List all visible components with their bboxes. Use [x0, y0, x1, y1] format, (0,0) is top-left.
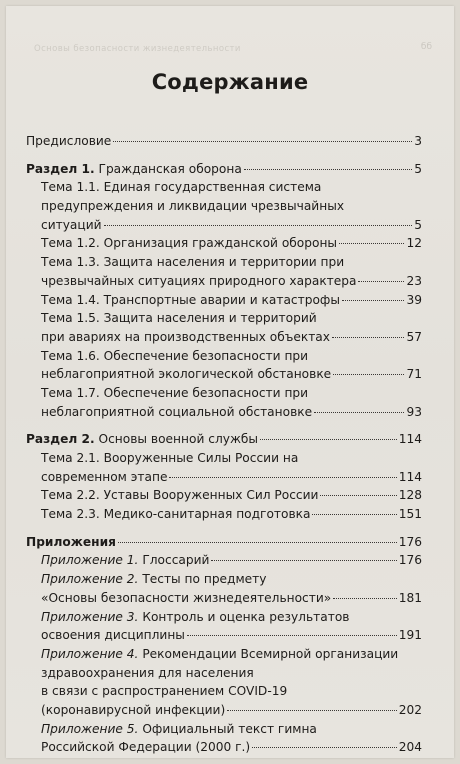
- toc-line: [26, 132, 422, 151]
- dot-leader: [332, 337, 405, 338]
- toc-entry-text: «Основы безопасности жизнедеятельности»: [41, 590, 332, 605]
- table-of-contents: [26, 132, 422, 757]
- toc-line: [26, 551, 422, 570]
- dot-leader: [252, 747, 397, 748]
- toc-entry[interactable]: [26, 178, 422, 234]
- page-number: 151: [398, 507, 422, 522]
- toc-line: [26, 365, 422, 384]
- toc-entry[interactable]: [26, 551, 422, 570]
- dot-leader: [169, 477, 396, 478]
- toc-entry[interactable]: [26, 505, 422, 524]
- toc-entry-text: Тема 2.2. Уставы Вооруженных Сил России: [41, 488, 319, 503]
- toc-entry-text: Тема 1.1. Единая государственная система: [41, 180, 322, 195]
- toc-line: [26, 430, 422, 449]
- toc-entry-text: Тема 1.4. Транспортные аварии и катастрофы: [41, 292, 340, 307]
- toc-entry-text: неблагоприятной экологической обстановке: [41, 367, 332, 382]
- dot-leader: [211, 560, 396, 561]
- toc-line: [26, 403, 422, 422]
- page-number: 202: [398, 702, 422, 717]
- toc-entry-text: здравоохранения для населения: [41, 665, 254, 680]
- section-gap: [26, 151, 422, 160]
- page-number: 93: [406, 404, 422, 419]
- toc-line: [26, 468, 422, 487]
- toc-entry-text: Тема 1.3. Защита населения и территории при: [41, 255, 345, 270]
- show-through-header: Основы безопасности жизнедеятельности: [34, 44, 241, 54]
- toc-entry-text: Тема 2.1. Вооруженные Силы России на: [41, 451, 299, 465]
- toc-entry-text: современном этапе: [41, 469, 168, 484]
- toc-line: [26, 253, 422, 272]
- toc-entry-text: Тема 1.5. Защита населения и территорий: [41, 311, 317, 326]
- toc-entry-text: (коронавирусной инфекции): [41, 702, 226, 717]
- page-number: 204: [398, 740, 422, 755]
- toc-line: [26, 570, 422, 589]
- toc-entry-text: чрезвычайных ситуациях природного характера: [41, 273, 357, 288]
- dot-leader: [333, 374, 404, 375]
- dot-leader: [314, 412, 404, 413]
- page-number: 5: [414, 217, 422, 232]
- toc-entry[interactable]: [26, 309, 422, 346]
- toc-entry[interactable]: [26, 253, 422, 290]
- toc-entry-text: неблагоприятной социальной обстановке: [41, 404, 313, 419]
- toc-entry[interactable]: [26, 449, 422, 486]
- page-number: 23: [406, 273, 422, 288]
- toc-line: [26, 449, 422, 468]
- appendix-label: Приложение 3.: [41, 609, 139, 624]
- toc-line: [26, 645, 422, 664]
- toc-line: [26, 272, 422, 291]
- page-number: 176: [398, 553, 422, 568]
- toc-entry-text: Тема 1.6. Обеспечение безопасности при: [41, 348, 309, 363]
- toc-line: [26, 291, 422, 310]
- dot-leader: [342, 300, 405, 301]
- toc-line: [26, 533, 422, 552]
- dot-leader: [113, 141, 412, 142]
- page-number: 114: [398, 432, 422, 447]
- section-label: Приложения: [26, 534, 116, 549]
- dot-leader: [312, 514, 396, 515]
- toc-entry-text: освоения дисциплины: [41, 628, 185, 643]
- toc-entry-text: Раздел 1. Гражданская оборона: [26, 161, 242, 176]
- appendix-label: Приложение 2.: [41, 572, 139, 587]
- toc-entry[interactable]: [26, 570, 422, 607]
- section-gap: [26, 524, 422, 533]
- toc-entry-text: Раздел 2. Основы военной службы: [26, 432, 259, 447]
- dot-leader: [358, 281, 404, 282]
- dot-leader: [118, 542, 397, 543]
- toc-entry[interactable]: [26, 291, 422, 310]
- dot-leader: [333, 598, 396, 599]
- toc-line: [26, 328, 422, 347]
- toc-entry-text: Российской Федерации (2000 г.): [41, 740, 251, 755]
- toc-entry-text: предупреждения и ликвидации чрезвычайных: [41, 199, 345, 214]
- section-gap: [26, 421, 422, 430]
- toc-line: [26, 720, 422, 739]
- dot-leader: [320, 495, 396, 496]
- toc-entry[interactable]: [26, 486, 422, 505]
- toc-entry[interactable]: [26, 347, 422, 384]
- toc-line: [26, 626, 422, 645]
- toc-entry[interactable]: [26, 645, 422, 720]
- toc-line: [26, 347, 422, 366]
- dot-leader: [244, 169, 412, 170]
- page-number: 57: [406, 329, 422, 344]
- section-label: Раздел 1.: [26, 161, 95, 176]
- toc-entry-text: Приложение 4. Рекомендации Всемирной организации: [41, 646, 399, 661]
- toc-entry[interactable]: [26, 384, 422, 421]
- dot-leader: [339, 243, 404, 244]
- page-number: 3: [414, 134, 422, 148]
- toc-line: [26, 216, 422, 235]
- page-number: 176: [398, 534, 422, 549]
- appendix-label: Приложение 5.: [41, 721, 139, 736]
- toc-entry[interactable]: [26, 430, 422, 449]
- toc-line: [26, 309, 422, 328]
- toc-line: [26, 234, 422, 253]
- toc-entry-text: Тема 1.2. Организация гражданской обороны: [41, 236, 338, 251]
- appendix-label: Приложение 1.: [41, 553, 139, 568]
- toc-entry-text: ситуаций: [41, 217, 102, 232]
- toc-line: [26, 197, 422, 216]
- toc-entry-text: Приложение 2. Тесты по предмету: [41, 572, 267, 587]
- toc-entry-text: Тема 1.7. Обеспечение безопасности при: [41, 385, 309, 400]
- page-number: 71: [406, 367, 422, 382]
- toc-line: [26, 682, 422, 701]
- dot-leader: [227, 710, 396, 711]
- toc-entry-text: при авариях на производственных объектах: [41, 329, 330, 344]
- toc-entry[interactable]: [26, 533, 422, 552]
- dot-leader: [260, 439, 397, 440]
- toc-entry-text: в связи с распространением COVID-19: [41, 684, 288, 699]
- show-through-page-number: бб: [420, 42, 432, 52]
- toc-entry-text: Приложение 1. Глоссарий: [41, 553, 210, 568]
- toc-entry[interactable]: [26, 608, 422, 645]
- book-page: [6, 6, 454, 758]
- toc-entry-text: Предисловие: [26, 134, 112, 148]
- page-number: 114: [398, 469, 422, 484]
- toc-line: [26, 505, 422, 524]
- toc-entry[interactable]: [26, 132, 422, 151]
- toc-line: [26, 738, 422, 757]
- toc-entry-text: [26, 533, 116, 552]
- page-number: 181: [398, 590, 422, 605]
- toc-entry-text: Приложение 3. Контроль и оценка результатов: [41, 609, 350, 624]
- page-number: 128: [398, 488, 422, 503]
- toc-line: [26, 701, 422, 720]
- page-number: 39: [406, 292, 422, 307]
- toc-line: [26, 589, 422, 608]
- toc-entry[interactable]: [26, 160, 422, 179]
- toc-entry-text: Приложение 5. Официальный текст гимна: [41, 721, 317, 736]
- page-title: Содержание: [151, 70, 309, 94]
- dot-leader: [104, 225, 413, 226]
- toc-line: [26, 664, 422, 683]
- toc-entry-text: Тема 2.3. Медико-санитарная подготовка: [41, 507, 311, 522]
- toc-entry[interactable]: [26, 234, 422, 253]
- toc-entry[interactable]: [26, 720, 422, 757]
- section-label: Раздел 2.: [26, 432, 95, 447]
- dot-leader: [187, 635, 397, 636]
- page-number: 5: [414, 161, 422, 176]
- toc-line: [26, 160, 422, 179]
- page-number: 12: [406, 236, 422, 251]
- page-number: 191: [398, 628, 422, 643]
- toc-line: [26, 486, 422, 505]
- toc-line: [26, 178, 422, 197]
- appendix-label: Приложение 4.: [41, 646, 139, 661]
- toc-line: [26, 384, 422, 403]
- toc-line: [26, 608, 422, 627]
